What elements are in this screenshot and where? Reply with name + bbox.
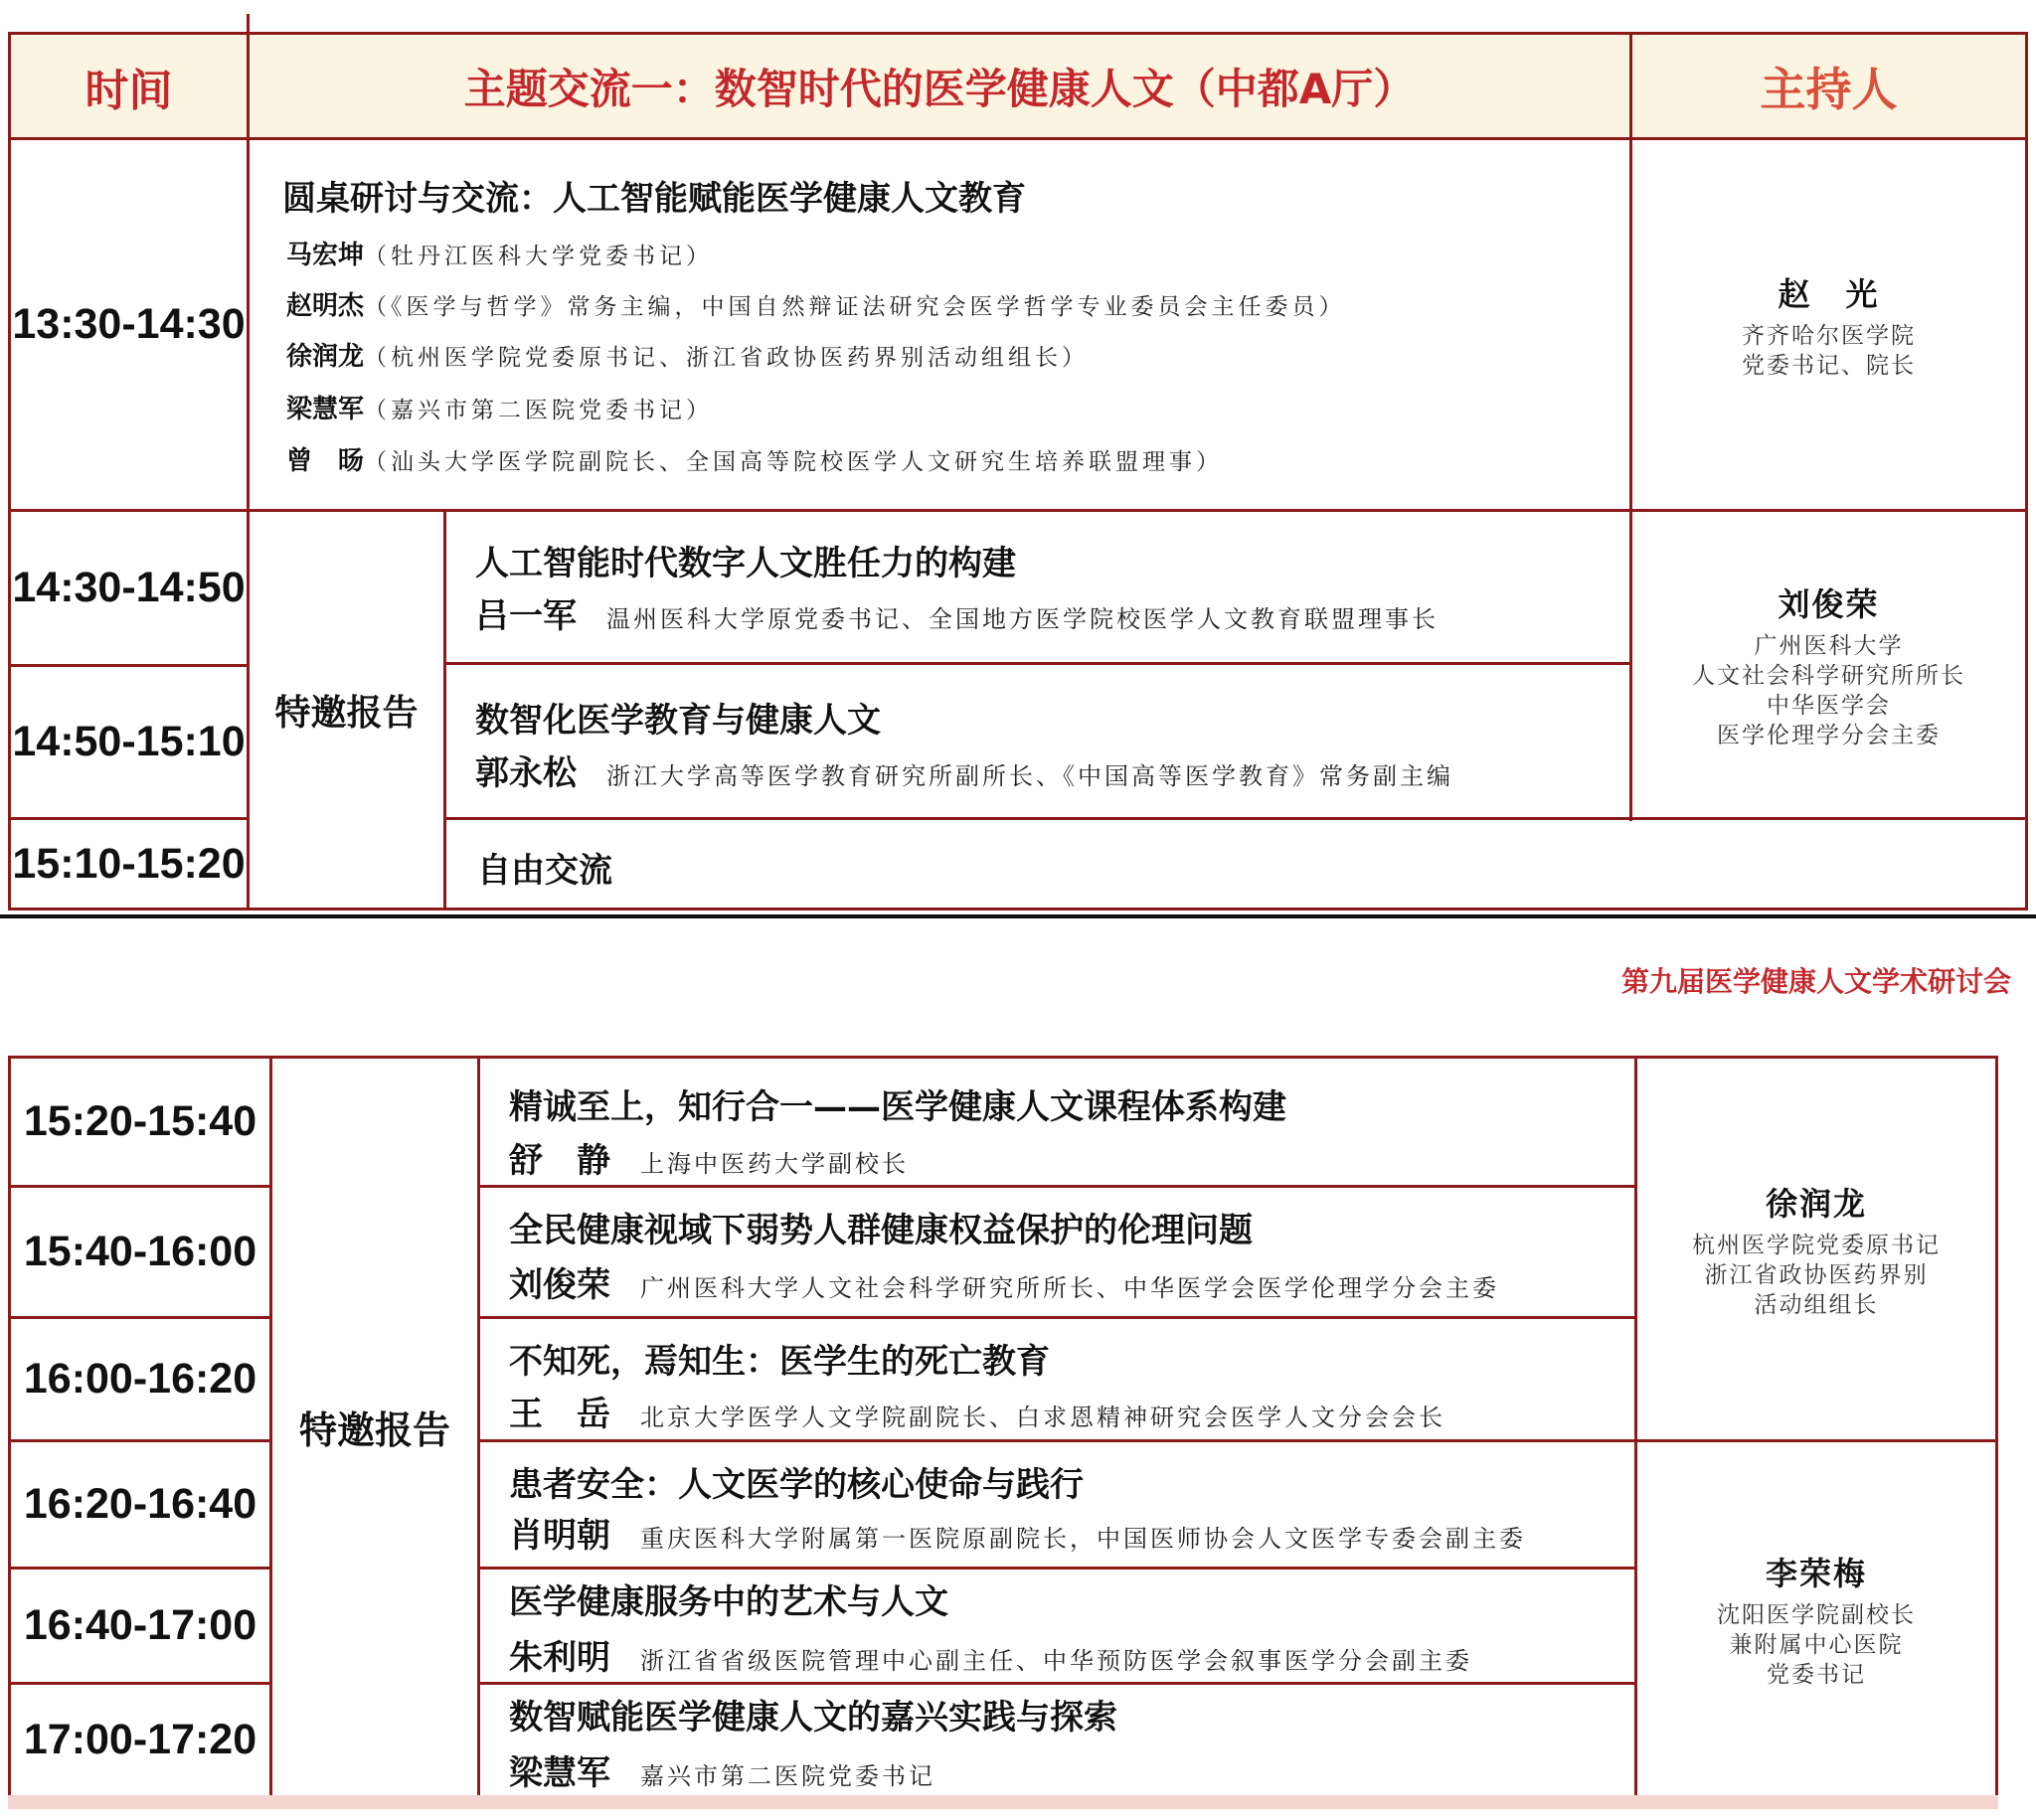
host-affiliation: 兼附属中心医院: [1729, 1631, 1904, 1658]
host-cell: [1632, 140, 2025, 509]
host-affiliation: 医学伦理学分会主委: [1717, 722, 1941, 748]
roundtable-speaker: [286, 235, 713, 271]
talk-speaker: [475, 745, 1453, 794]
speaker-name: 舒 静: [509, 1141, 610, 1181]
host-affiliation: 中华医学会: [1767, 692, 1891, 719]
host-name: 徐润龙: [1765, 1184, 1867, 1223]
section-label-invited: 特邀报告: [274, 692, 419, 734]
page-divider: [0, 914, 2036, 918]
header-theme: 主题交流一：数智时代的医学健康人文（中都A厅）: [463, 64, 1416, 113]
speaker-affiliation: 重庆医科大学附属第一医院原副院长，中国医师协会人文医学专委会副主委: [640, 1525, 1526, 1553]
host-name: 刘俊荣: [1778, 584, 1880, 623]
host-affiliation: 浙江省政协医药界别: [1704, 1261, 1929, 1288]
talk-title: 精诚至上，知行合一——医学健康人文课程体系构建: [509, 1087, 1286, 1127]
host-cell: [1632, 512, 2025, 817]
time-slot: 15:20-15:40: [23, 1097, 257, 1145]
row-divider: [477, 1682, 1637, 1685]
talk-speaker: [509, 1257, 1499, 1306]
column-divider-talk: [477, 1056, 480, 1809]
row-divider: [477, 1185, 1637, 1188]
host-name: 李荣梅: [1765, 1554, 1867, 1592]
conference-title: 第九届医学健康人文学术研讨会: [1620, 965, 2011, 998]
speaker-name: 徐润龙: [286, 342, 365, 372]
time-slot: 13:30-14:30: [12, 300, 246, 348]
talk-speaker: [475, 588, 1439, 637]
time-slot: 14:30-14:50: [12, 564, 246, 611]
talk-speaker: [509, 1387, 1445, 1435]
talk-speaker: [509, 1630, 1472, 1679]
speaker-affiliation: （嘉兴市第二医院党委书记）: [364, 398, 714, 423]
speaker-name: 王 岳: [509, 1395, 610, 1434]
roundtable-speaker: [286, 285, 1346, 322]
host-cell: [1637, 1442, 1995, 1795]
time-slot: 16:40-17:00: [23, 1601, 257, 1649]
talk-title: 医学健康服务中的艺术与人文: [509, 1582, 948, 1622]
bottom-band: [8, 1795, 1998, 1809]
host-affiliation: 党委书记、院长: [1742, 352, 1916, 379]
talk-title: 数智化医学教育与健康人文: [475, 701, 881, 741]
speaker-affiliation: 广州医科大学人文社会科学研究所所长、中华医学会医学伦理学分会主委: [640, 1274, 1499, 1302]
host-name: 赵 光: [1778, 274, 1880, 313]
host-affiliation: 沈阳医学院副校长: [1717, 1601, 1916, 1628]
speaker-affiliation: 嘉兴市第二医院党委书记: [640, 1762, 935, 1790]
row-divider: [477, 1567, 1637, 1570]
roundtable-speaker: [286, 440, 1223, 477]
time-slot: 15:40-16:00: [23, 1228, 257, 1275]
talk-title: 数智赋能医学健康人文的嘉兴实践与探索: [509, 1698, 1117, 1737]
talk-speaker: [509, 1745, 935, 1794]
column-divider-talk: [443, 509, 446, 910]
row-divider: [443, 817, 2028, 820]
talk-speaker: [509, 1508, 1526, 1557]
host-affiliation: 广州医科大学: [1754, 632, 1904, 659]
speaker-affiliation: （杭州医学院党委原书记、浙江省政协医药界别活动组组长）: [364, 345, 1090, 371]
speaker-affiliation: （《医学与哲学》常务主编，中国自然辩证法研究会医学哲学专业委员会主任委员）: [364, 294, 1346, 320]
roundtable-speaker: [286, 389, 713, 425]
speaker-affiliation: 温州医科大学原党委书记、全国地方医学院校医学人文教育联盟理事长: [606, 605, 1439, 633]
speaker-name: 梁慧军: [509, 1753, 610, 1793]
row-divider: [443, 662, 1632, 665]
speaker-affiliation: （牡丹江医科大学党委书记）: [364, 244, 714, 269]
roundtable-title: 圆桌研讨与交流：人工智能赋能医学健康人文教育: [282, 179, 1026, 219]
speaker-name: 曾 旸: [286, 446, 365, 476]
talk-title: 人工智能时代数字人文胜任力的构建: [475, 544, 1016, 583]
section-label-invited: 特邀报告: [298, 1408, 450, 1452]
host-affiliation: 齐齐哈尔医学院: [1742, 322, 1916, 349]
host-affiliation: 人文社会科学研究所所长: [1692, 662, 1965, 689]
time-slot: 17:00-17:20: [23, 1716, 257, 1763]
header-host: 主持人: [1760, 62, 1898, 116]
speaker-name: 刘俊荣: [509, 1265, 610, 1305]
speaker-name: 赵明杰: [286, 291, 365, 321]
time-slot: 14:50-15:10: [12, 718, 246, 765]
speaker-affiliation: （汕头大学医学院副院长、全国高等院校医学人文研究生培养联盟理事）: [364, 449, 1224, 475]
speaker-name: 吕一军: [475, 596, 577, 636]
talk-speaker: [509, 1133, 909, 1182]
speaker-name: 梁慧军: [286, 395, 365, 424]
time-slot: 16:20-16:40: [23, 1480, 257, 1528]
talk-title: 患者安全：人文医学的核心使命与践行: [509, 1465, 1084, 1505]
row-divider: [477, 1316, 1637, 1319]
speaker-name: 肖明朝: [509, 1516, 610, 1556]
time-slot: 16:00-16:20: [23, 1355, 257, 1403]
speaker-name: 马宏坤: [286, 241, 365, 270]
time-slot: 15:10-15:20: [12, 839, 246, 888]
talk-title: 不知死，焉知生：医学生的死亡教育: [509, 1342, 1050, 1382]
speaker-affiliation: 北京大学医学人文学院副院长、白求恩精神研究会医学人文分会会长: [640, 1404, 1445, 1431]
host-affiliation: 党委书记: [1767, 1661, 1866, 1688]
speaker-name: 郭永松: [475, 753, 577, 793]
roundtable-speaker: [286, 336, 1089, 373]
header-time: 时间: [85, 65, 173, 116]
speaker-affiliation: 浙江省省级医院管理中心副主任、中华预防医学会叙事医学分会副主委: [640, 1647, 1472, 1675]
speaker-affiliation: 上海中医药大学副校长: [640, 1150, 909, 1178]
host-affiliation: 杭州医学院党委原书记: [1692, 1232, 1941, 1258]
host-cell: [1637, 1059, 1995, 1439]
speaker-name: 朱利明: [509, 1638, 610, 1678]
free-discussion-label: 自由交流: [477, 851, 612, 891]
speaker-affiliation: 浙江大学高等医学教育研究所副所长、《中国高等医学教育》常务副主编: [606, 762, 1453, 790]
host-affiliation: 活动组组长: [1754, 1291, 1879, 1318]
talk-title: 全民健康视域下弱势人群健康权益保护的伦理问题: [509, 1211, 1253, 1250]
